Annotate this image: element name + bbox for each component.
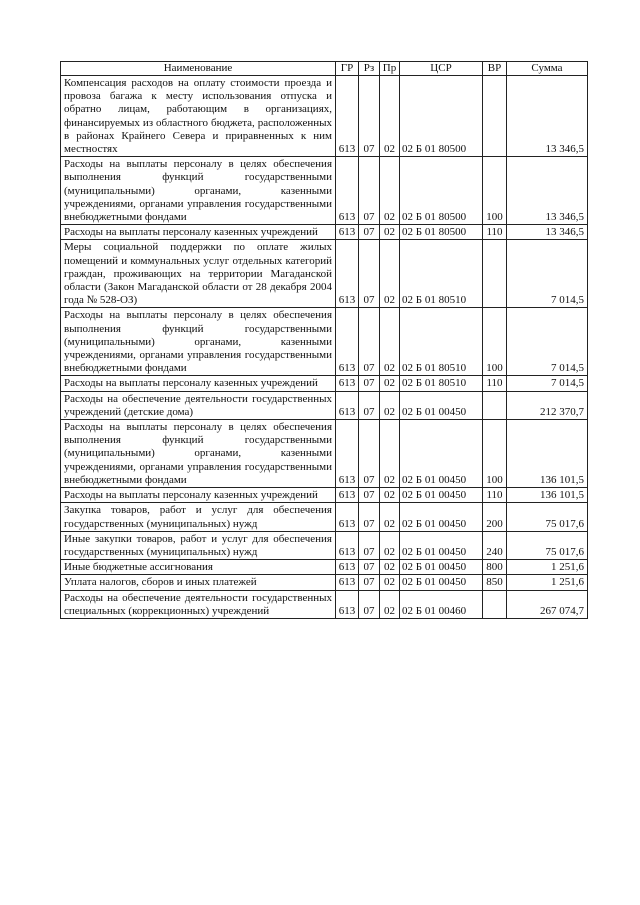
cell-vr xyxy=(483,391,507,419)
cell-vr: 850 xyxy=(483,575,507,590)
cell-csr: 02 Б 01 80510 xyxy=(400,240,483,308)
cell-pr: 02 xyxy=(380,488,400,503)
cell-csr: 02 Б 01 80500 xyxy=(400,157,483,225)
cell-csr: 02 Б 01 00450 xyxy=(400,531,483,559)
cell-sum: 1 251,6 xyxy=(507,560,588,575)
cell-sum: 75 017,6 xyxy=(507,503,588,531)
cell-name: Расходы на выплаты персоналу в целях обеспечения выполнения функций государственными (муниципальными) органами, казенными учреждениями, органами управления государственными внебюджетными фондами xyxy=(61,157,336,225)
cell-gr: 613 xyxy=(336,240,359,308)
cell-gr: 613 xyxy=(336,376,359,391)
cell-vr: 100 xyxy=(483,308,507,376)
cell-vr: 200 xyxy=(483,503,507,531)
table-row xyxy=(61,560,588,575)
header-sum: Сумма xyxy=(507,62,588,76)
cell-pr: 02 xyxy=(380,308,400,376)
cell-pr: 02 xyxy=(380,575,400,590)
cell-gr: 613 xyxy=(336,575,359,590)
cell-pr: 02 xyxy=(380,376,400,391)
cell-name: Меры социальной поддержки по оплате жилых помещений и коммунальных услуг отдельных категорий граждан, проживающих на территории Магаданской области (Закон Магаданской области от 28 декабря 2004 года № 528-ОЗ) xyxy=(61,240,336,308)
table-row xyxy=(61,503,588,531)
table-row xyxy=(61,225,588,240)
table-row xyxy=(61,488,588,503)
cell-csr: 02 Б 01 00450 xyxy=(400,488,483,503)
cell-pr: 02 xyxy=(380,240,400,308)
cell-csr: 02 Б 01 80510 xyxy=(400,308,483,376)
cell-rz: 07 xyxy=(359,376,380,391)
cell-sum: 13 346,5 xyxy=(507,76,588,157)
cell-pr: 02 xyxy=(380,225,400,240)
cell-pr: 02 xyxy=(380,503,400,531)
cell-sum: 7 014,5 xyxy=(507,240,588,308)
cell-csr: 02 Б 01 00450 xyxy=(400,503,483,531)
cell-csr: 02 Б 01 00460 xyxy=(400,590,483,618)
cell-gr: 613 xyxy=(336,225,359,240)
cell-rz: 07 xyxy=(359,560,380,575)
cell-pr: 02 xyxy=(380,157,400,225)
cell-name: Закупка товаров, работ и услуг для обеспечения государственных (муниципальных) нужд xyxy=(61,503,336,531)
cell-vr: 100 xyxy=(483,420,507,488)
table-row xyxy=(61,308,588,376)
table-row xyxy=(61,575,588,590)
table-row xyxy=(61,391,588,419)
cell-name: Расходы на обеспечение деятельности государственных учреждений (детские дома) xyxy=(61,391,336,419)
table-row xyxy=(61,76,588,157)
cell-vr: 800 xyxy=(483,560,507,575)
cell-sum: 75 017,6 xyxy=(507,531,588,559)
cell-gr: 613 xyxy=(336,531,359,559)
cell-gr: 613 xyxy=(336,560,359,575)
header-csr: ЦСР xyxy=(400,62,483,76)
cell-sum: 1 251,6 xyxy=(507,575,588,590)
cell-csr: 02 Б 01 80500 xyxy=(400,225,483,240)
budget-table xyxy=(60,61,588,619)
table-row xyxy=(61,420,588,488)
table-row xyxy=(61,376,588,391)
cell-csr: 02 Б 01 00450 xyxy=(400,575,483,590)
header-rz: Рз xyxy=(359,62,380,76)
cell-csr: 02 Б 01 80510 xyxy=(400,376,483,391)
cell-csr: 02 Б 01 00450 xyxy=(400,420,483,488)
table-header-row xyxy=(61,62,588,76)
cell-sum: 136 101,5 xyxy=(507,488,588,503)
cell-sum: 13 346,5 xyxy=(507,225,588,240)
cell-name: Расходы на выплаты персоналу в целях обеспечения выполнения функций государственными (муниципальными) органами, казенными учреждениями, органами управления государственными внебюджетными фондами xyxy=(61,308,336,376)
cell-name: Расходы на выплаты персоналу казенных учреждений xyxy=(61,488,336,503)
cell-vr: 100 xyxy=(483,157,507,225)
header-pr: Пр xyxy=(380,62,400,76)
cell-csr: 02 Б 01 00450 xyxy=(400,560,483,575)
cell-name: Иные бюджетные ассигнования xyxy=(61,560,336,575)
cell-rz: 07 xyxy=(359,531,380,559)
table-row xyxy=(61,531,588,559)
cell-pr: 02 xyxy=(380,590,400,618)
cell-gr: 613 xyxy=(336,420,359,488)
cell-name: Расходы на выплаты персоналу в целях обеспечения выполнения функций государственными (муниципальными) органами, казенными учреждениями, органами управления государственными внебюджетными фондами xyxy=(61,420,336,488)
cell-rz: 07 xyxy=(359,575,380,590)
cell-name: Компенсация расходов на оплату стоимости проезда и провоза багажа к месту использования отпуска и обратно лицам, работающим в организациях, финансируемых из областного бюджета, расположенных в районах Крайнего Севера и приравненных к ним местностях xyxy=(61,76,336,157)
cell-gr: 613 xyxy=(336,308,359,376)
cell-name: Иные закупки товаров, работ и услуг для обеспечения государственных (муниципальных) нужд xyxy=(61,531,336,559)
cell-rz: 07 xyxy=(359,590,380,618)
cell-sum: 7 014,5 xyxy=(507,308,588,376)
cell-pr: 02 xyxy=(380,420,400,488)
cell-rz: 07 xyxy=(359,76,380,157)
cell-sum: 136 101,5 xyxy=(507,420,588,488)
cell-pr: 02 xyxy=(380,560,400,575)
cell-vr xyxy=(483,240,507,308)
cell-name: Расходы на выплаты персоналу казенных учреждений xyxy=(61,376,336,391)
table-body xyxy=(61,76,588,619)
cell-vr xyxy=(483,590,507,618)
table-row xyxy=(61,590,588,618)
cell-sum: 13 346,5 xyxy=(507,157,588,225)
cell-vr: 110 xyxy=(483,488,507,503)
header-gr: ГР xyxy=(336,62,359,76)
cell-sum: 7 014,5 xyxy=(507,376,588,391)
cell-rz: 07 xyxy=(359,308,380,376)
cell-rz: 07 xyxy=(359,240,380,308)
cell-name: Расходы на обеспечение деятельности государственных специальных (коррекционных) учреждений xyxy=(61,590,336,618)
cell-sum: 267 074,7 xyxy=(507,590,588,618)
cell-csr: 02 Б 01 80500 xyxy=(400,76,483,157)
cell-gr: 613 xyxy=(336,391,359,419)
table-row xyxy=(61,240,588,308)
cell-name: Расходы на выплаты персоналу казенных учреждений xyxy=(61,225,336,240)
cell-rz: 07 xyxy=(359,420,380,488)
cell-vr: 110 xyxy=(483,225,507,240)
cell-pr: 02 xyxy=(380,531,400,559)
document-page xyxy=(60,61,587,619)
header-vr: ВР xyxy=(483,62,507,76)
cell-gr: 613 xyxy=(336,590,359,618)
cell-name: Уплата налогов, сборов и иных платежей xyxy=(61,575,336,590)
cell-gr: 613 xyxy=(336,157,359,225)
cell-pr: 02 xyxy=(380,391,400,419)
table-row xyxy=(61,157,588,225)
cell-rz: 07 xyxy=(359,391,380,419)
cell-rz: 07 xyxy=(359,157,380,225)
cell-rz: 07 xyxy=(359,488,380,503)
header-name: Наименование xyxy=(61,62,336,76)
cell-gr: 613 xyxy=(336,488,359,503)
cell-gr: 613 xyxy=(336,76,359,157)
cell-gr: 613 xyxy=(336,503,359,531)
cell-vr xyxy=(483,76,507,157)
cell-rz: 07 xyxy=(359,225,380,240)
cell-pr: 02 xyxy=(380,76,400,157)
cell-vr: 240 xyxy=(483,531,507,559)
cell-csr: 02 Б 01 00450 xyxy=(400,391,483,419)
cell-sum: 212 370,7 xyxy=(507,391,588,419)
cell-rz: 07 xyxy=(359,503,380,531)
cell-vr: 110 xyxy=(483,376,507,391)
